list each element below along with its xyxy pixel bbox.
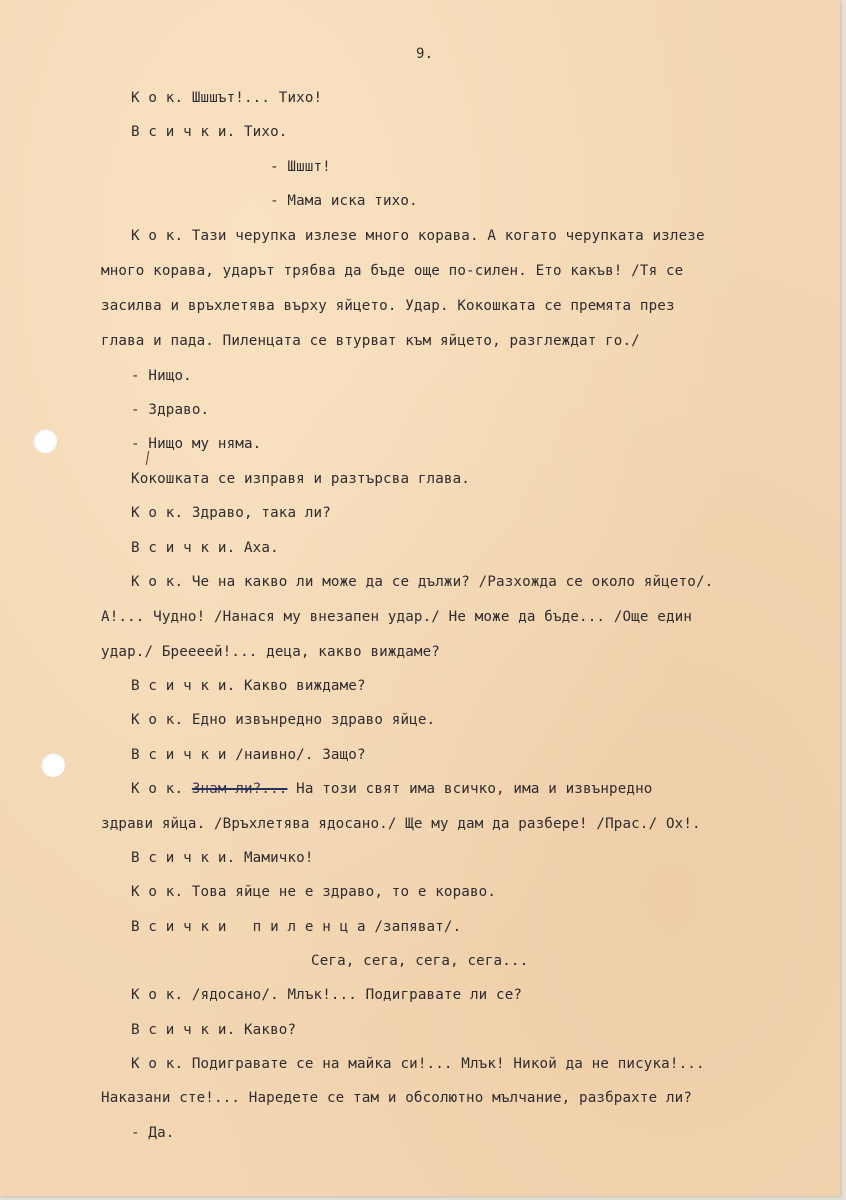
script-line: удар./ Бреееей!... деца, какво виждаме? bbox=[101, 644, 440, 660]
script-line: В с и ч к и. Мамичко! bbox=[131, 850, 314, 866]
script-line: В с и ч к и. Аха. bbox=[131, 540, 279, 556]
script-line: К о к. /ядосано/. Млък!... Подигравате ли се? bbox=[131, 987, 523, 1003]
script-line: - Нищо му няма. bbox=[131, 436, 262, 452]
script-line: засилва и връхлетява върху яйцето. Удар. Кокошката се премята през bbox=[101, 298, 675, 314]
script-line: В с и ч к и /наивно/. Защо? bbox=[131, 747, 366, 763]
line-continuation: На този свят има всичко, има и извънредно bbox=[287, 781, 653, 797]
script-line: К о к. Подигравате се на майка си!... Млък! Никой да не писука!... bbox=[131, 1056, 705, 1072]
page-number: 9. bbox=[416, 46, 434, 62]
script-line: - Здраво. bbox=[131, 402, 210, 418]
ink-tick-mark bbox=[146, 451, 149, 465]
script-line: здрави яйца. /Връхлетява ядосано./ Ще му дам да разбере! /Прас./ Ох!. bbox=[101, 816, 701, 832]
punch-hole-bottom bbox=[41, 753, 65, 777]
script-line: В с и ч к и. Тихо. bbox=[131, 124, 288, 140]
script-line: В с и ч к и п и л е н ц а /запяват/. bbox=[131, 919, 462, 935]
script-line-with-correction bbox=[131, 780, 653, 798]
speaker-label: К о к. bbox=[131, 781, 192, 797]
script-line: А!... Чудно! /Нанася му внезапен удар./ Не може да бъде... /Още един bbox=[101, 609, 693, 625]
script-line: много корава, ударът трябва да бъде още по-силен. Ето какъв! /Тя се bbox=[101, 263, 684, 279]
song-line: Сега, сега, сега, сега... bbox=[311, 953, 529, 969]
script-line: - Нищо. bbox=[131, 368, 192, 384]
script-line: К о к. Едно извънредно здраво яйце. bbox=[131, 712, 436, 728]
script-line: Кокошката се изправя и разтърсва глава. bbox=[131, 471, 470, 487]
script-line: - Мама иска тихо. bbox=[270, 193, 418, 209]
script-line: К о к. Здраво, така ли? bbox=[131, 505, 331, 521]
script-line: глава и пада. Пиленцата се втурват към яйцето, разглеждат го./ bbox=[101, 333, 640, 349]
script-line: - Да. bbox=[131, 1125, 175, 1141]
script-line: К о к. Че на какво ли може да се дължи? /Разхожда се около яйцето/. bbox=[131, 574, 714, 590]
script-line: В с и ч к и. Какво виждаме? bbox=[131, 678, 366, 694]
script-line: В с и ч к и. Какво? bbox=[131, 1022, 297, 1038]
punch-hole-top bbox=[33, 429, 57, 453]
struck-out-text: Знам ли?... bbox=[191, 781, 288, 797]
script-line: - Шшшт! bbox=[270, 159, 331, 175]
script-line: К о к. Това яйце не е здраво, то е кораво. bbox=[131, 884, 497, 900]
script-line: К о к. Шшшът!... Тихо! bbox=[131, 90, 323, 106]
script-line: К о к. Тази черупка излезе много корава. А когато черупката излезе bbox=[131, 228, 705, 244]
script-line: Наказани сте!... Наредете се там и обсолютно мълчание, разбрахте ли? bbox=[101, 1090, 693, 1106]
